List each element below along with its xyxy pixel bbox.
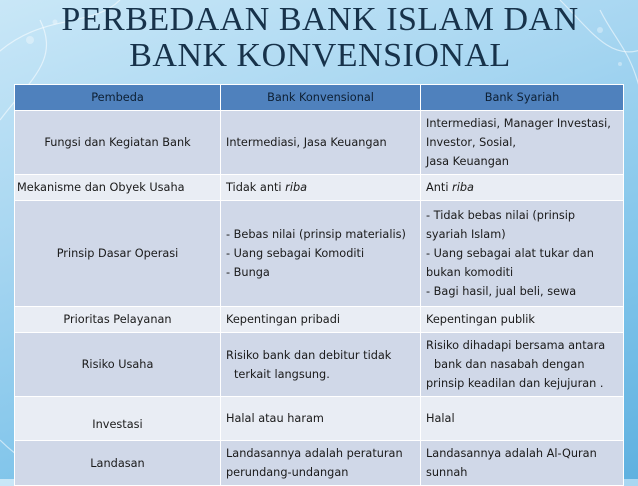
table-row (15, 307, 624, 333)
row-label: Prinsip Dasar Operasi (15, 201, 221, 307)
konvensional-cell (221, 333, 421, 397)
syariah-cell (421, 111, 624, 175)
table-row (15, 397, 624, 441)
row-label: Prioritas Pelayanan (15, 307, 221, 333)
row-label: Mekanisme dan Obyek Usaha (15, 175, 221, 201)
page-title (60, 2, 580, 74)
cell-text: Anti (426, 181, 453, 194)
cell-italic-text: riba (285, 181, 308, 194)
row-label: Fungsi dan Kegiatan Bank (15, 111, 221, 175)
table-row (15, 333, 624, 397)
cell-line: - Bebas nilai (prinsip materialis) (226, 228, 406, 241)
header-pembeda: Pembeda (15, 85, 221, 111)
table-row (15, 201, 624, 307)
cell-line: Jasa Keuangan (426, 155, 509, 168)
table-row (15, 175, 624, 201)
title-line-1: PERBEDAAN BANK ISLAM DAN (61, 1, 579, 38)
cell-line: Landasannya adalah peraturan (226, 447, 403, 460)
syariah-cell (421, 175, 624, 201)
cell-line: - Uang sebagai alat tukar dan (426, 247, 594, 260)
cell-line: - Tidak bebas nilai (prinsip (426, 209, 576, 222)
title-line-2: BANK KONVENSIONAL (129, 37, 511, 74)
cell-line: Intermediasi, Jasa Keuangan (226, 136, 387, 149)
row-label: Investasi (15, 397, 221, 441)
cell-line: Landasannya adalah Al-Quran (426, 447, 597, 460)
cell-text: Tidak anti (226, 181, 286, 194)
cell-italic-text: riba (452, 181, 474, 194)
konvensional-cell (221, 111, 421, 175)
header-bank-syariah: Bank Syariah (421, 85, 624, 111)
cell-line: syariah Islam) (426, 228, 506, 241)
row-label: Risiko Usaha (15, 333, 221, 397)
table-header-row (15, 85, 624, 111)
cell-line: bukan komoditi (426, 266, 514, 279)
cell-line: Risiko bank dan debitur tidak (226, 348, 392, 362)
cell-line: - Uang sebagai Komoditi (226, 247, 365, 260)
comparison-table (14, 84, 624, 486)
cell-line: - Bagi hasil, jual beli, sewa (426, 285, 577, 298)
konvensional-cell: Kepentingan pribadi (221, 307, 421, 333)
cell-line: perundang-undangan (226, 466, 349, 479)
cell-line: Risiko dihadapi bersama antara (426, 339, 606, 352)
konvensional-cell: Halal atau haram (221, 397, 421, 441)
cell-line: - Bunga (226, 266, 270, 279)
syariah-cell: Halal (421, 397, 624, 441)
cell-line: sunnah (426, 466, 468, 479)
cell-line: prinsip keadilan dan kejujuran . (426, 377, 604, 390)
cell-line: terkait langsung. (234, 367, 330, 381)
row-label: Landasan (15, 441, 221, 486)
cell-line: Investor, Sosial, (426, 136, 516, 149)
syariah-cell: Kepentingan publik (421, 307, 624, 333)
cell-line: Intermediasi, Manager Investasi, (426, 117, 611, 130)
cell-line: bank dan nasabah dengan (434, 358, 585, 371)
syariah-cell (421, 333, 624, 397)
syariah-cell (421, 201, 624, 307)
konvensional-cell (221, 175, 421, 201)
table-row (15, 111, 624, 175)
konvensional-cell (221, 201, 421, 307)
header-bank-konvensional: Bank Konvensional (221, 85, 421, 111)
